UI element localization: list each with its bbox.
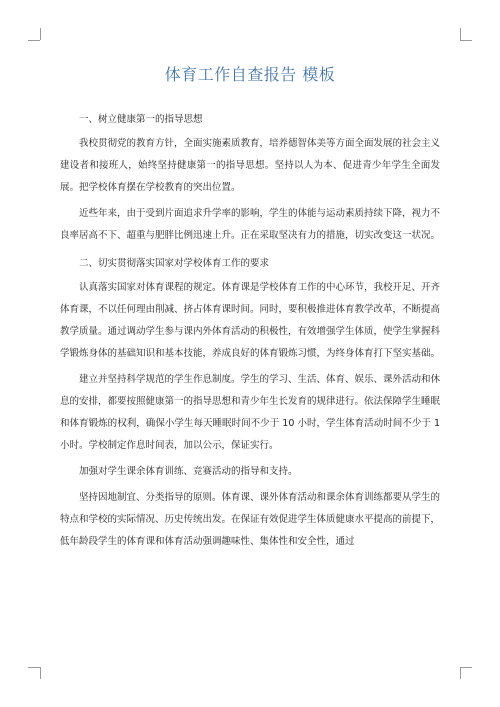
paragraph: 坚持因地制宜、分类指导的原则。体育课、课外体育活动和课余体育训练都要从学生的特点和学校的实际情况、历史传统出发。在保证有效促进学生体质健康水平提高的前提下，低年龄段学生的体育课和体育活动强调趣味性、集体性和安全性，通过 (60, 492, 441, 547)
document-title: 体育工作自查报告 模板 (164, 65, 336, 84)
document-page (60, 62, 440, 557)
paragraph: 认真落实国家对体育课程的规定。体育课是学校体育工作的中心环节，我校开足、开齐体育课，不以任何理由削减、挤占体育课时间。同时，要积极推进体育教学改革，不断提高教学质量。通过调动学生参与课内外体育活动的积极性，有效增强学生体质，使学生掌握科学锻炼身体的基础知识和基本技能，养成良好的体育锻炼习惯，为终身体育打下坚实基础。 (60, 282, 441, 359)
paragraph: 我校贯彻党的教育方针，全面实施素质教育，培养德智体美等方面全面发展的社会主义建设者和接班人，始终坚持健康第一的指导思想。坚持以人为本、促进青少年学生全面发展。把学校体育摆在学校教育的突出位置。 (60, 138, 441, 193)
paragraph: 建立并坚持科学规范的学生作息制度。学生的学习、生活、体育、娱乐、课外活动和休息的安排，都要按照健康第一的指导思想和青少年生长发育的规律进行。依法保障学生睡眠和体育锻炼的权利，确保小学生每天睡眠时间不少于 10 小时，学生体育活动时间不少于 1 小时。学校制定作息时间表，加以公示，保证实行。 (60, 374, 441, 451)
paragraph: 近些年来，由于受到片面追求升学率的影响，学生的体能与运动素质持续下降，视力不良率居高不下、超重与肥胖比例迅速上升。正在采取坚决有力的措施，切实改变这一状况。 (60, 208, 441, 241)
paragraph: 加强对学生课余体育训练、竞赛活动的指导和支持。 (79, 466, 298, 477)
section-heading-2: 二、切实贯彻落实国家对学校体育工作的要求 (79, 258, 270, 269)
section-heading-1: 一、树立健康第一的指导思想 (79, 114, 203, 125)
